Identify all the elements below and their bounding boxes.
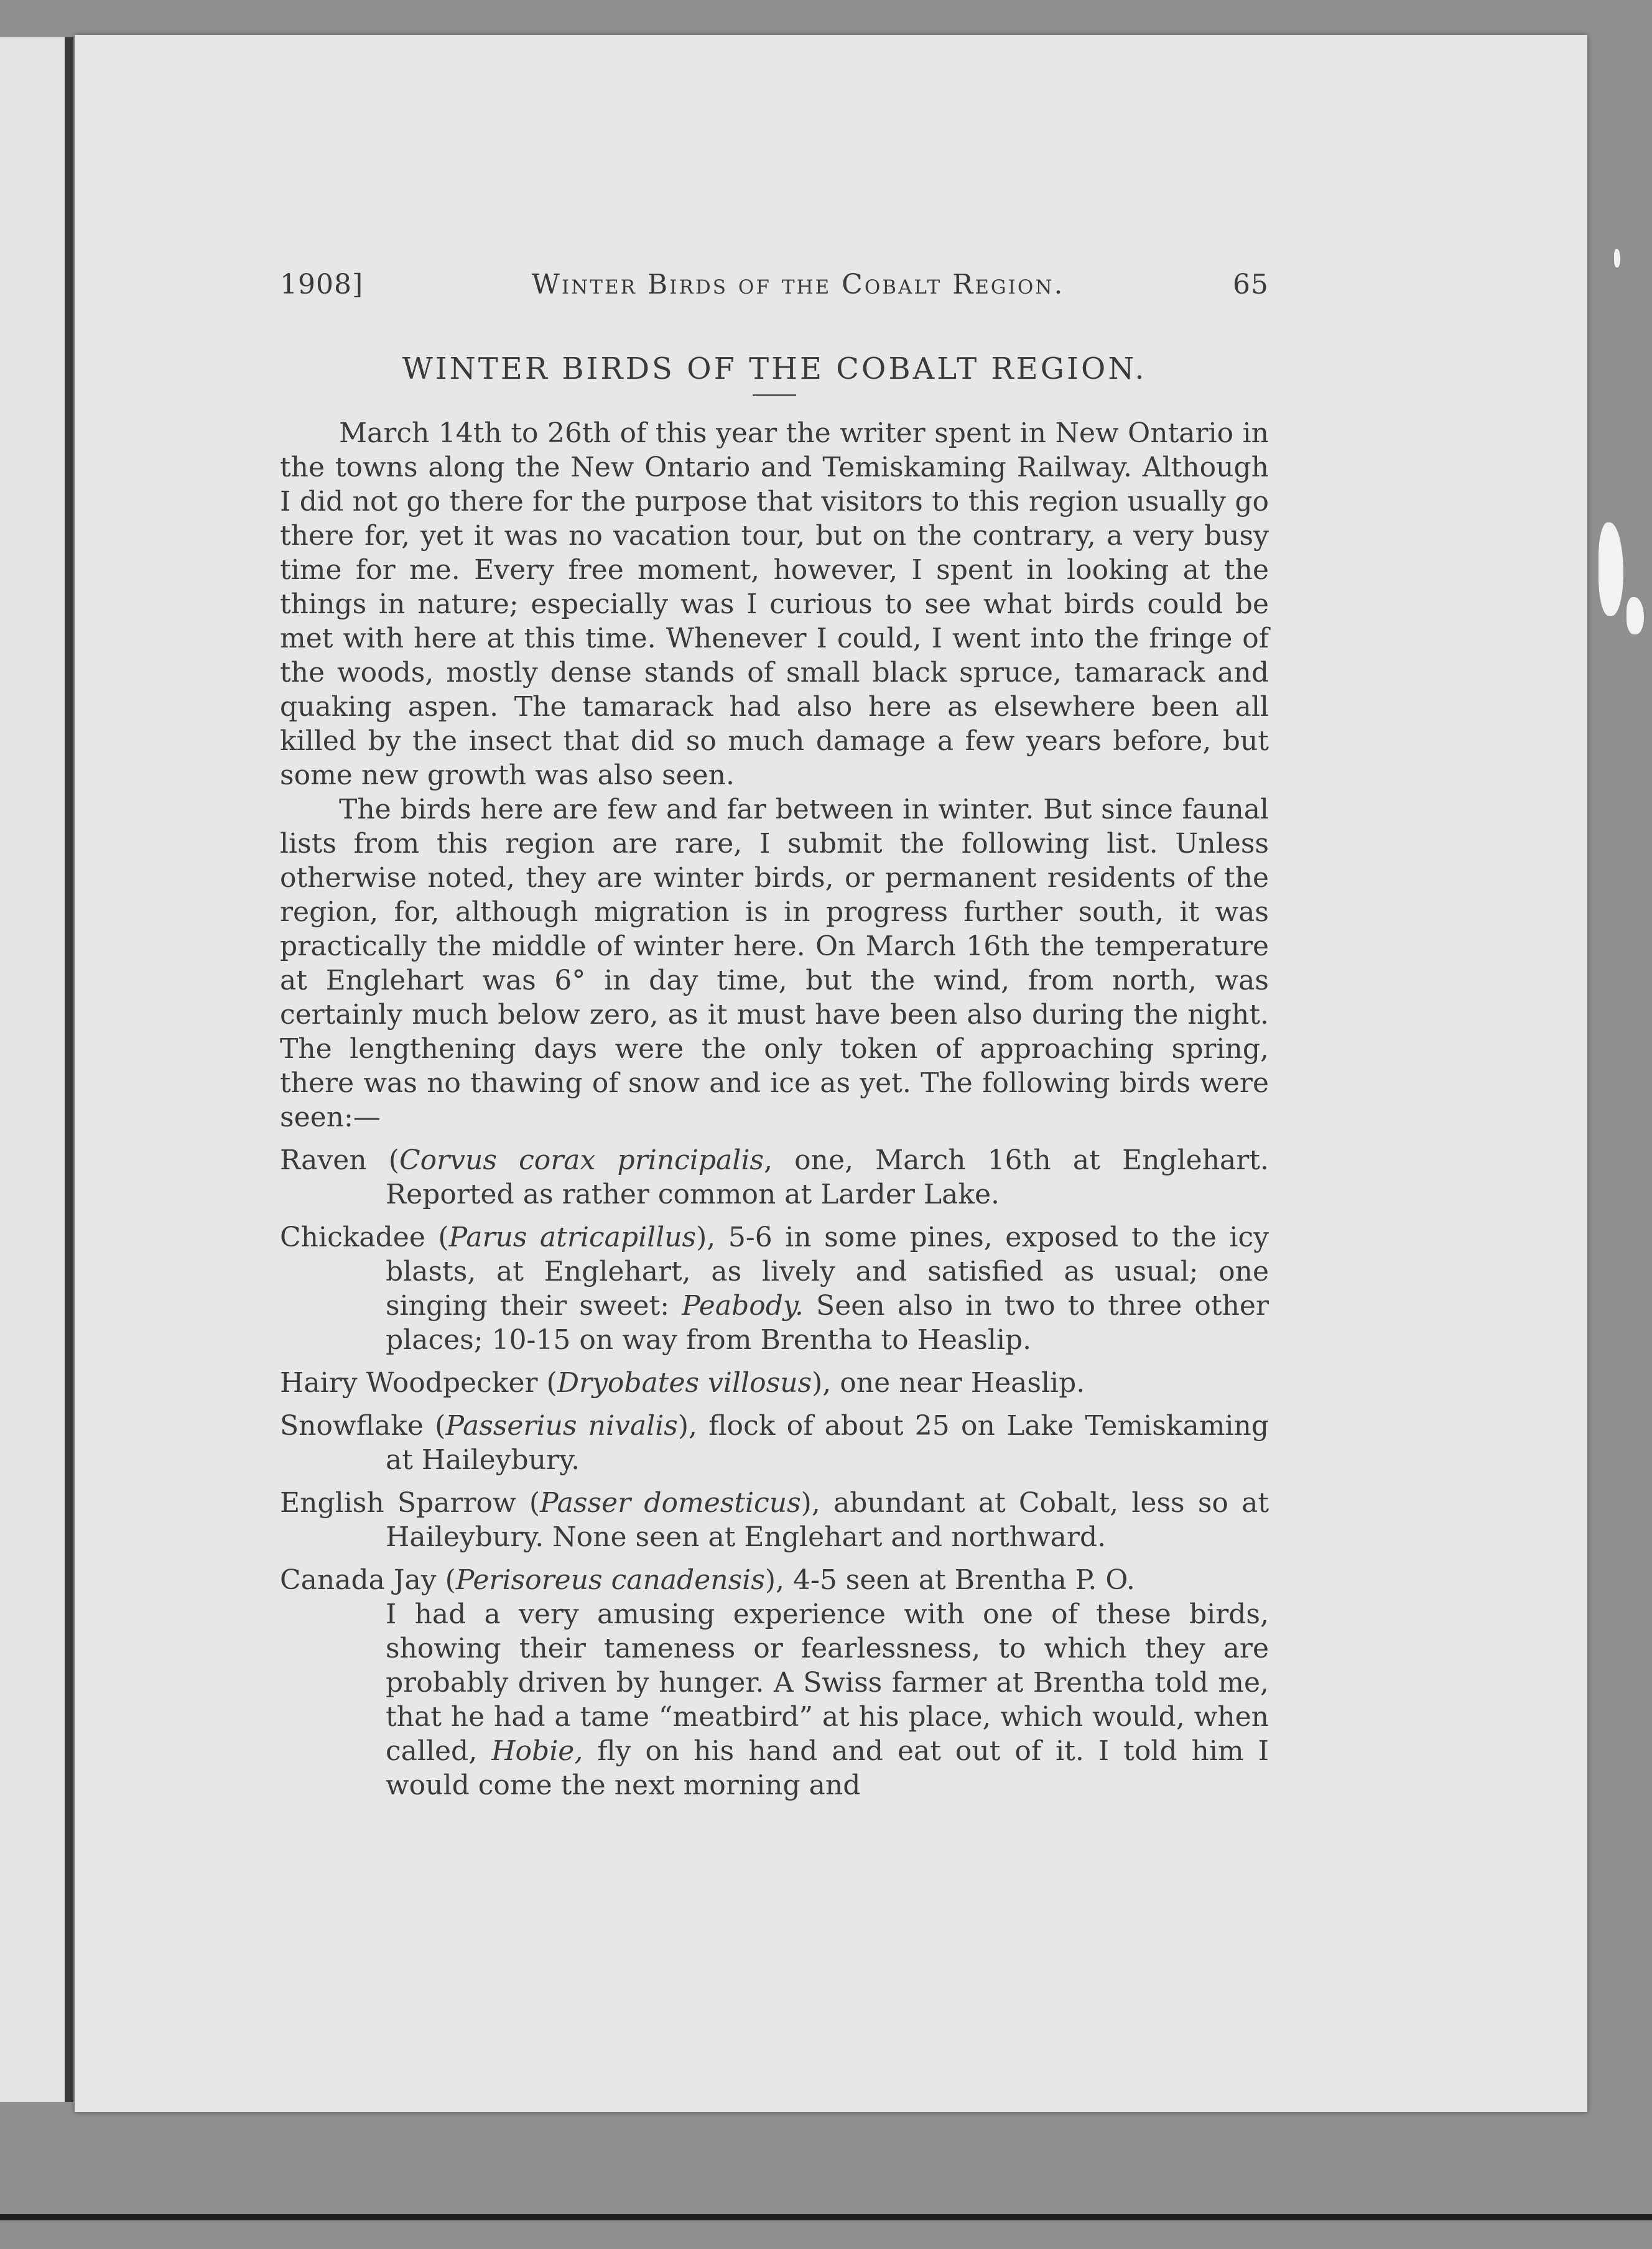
bird-common-name: English Sparrow: [280, 1487, 516, 1519]
running-header: [280, 267, 1269, 330]
header-running-title: Winter Birds of the Cobalt Region.: [531, 269, 1065, 300]
previous-page-edge: [0, 37, 73, 2102]
header-year: 1908]: [280, 269, 364, 300]
bird-entry-text: , one, March 16th at Englehart. Reported as rather common at Larder Lake.: [386, 1144, 1269, 1210]
paper-damage-spot: [1626, 597, 1644, 634]
bird-scientific-name: Passer domesticus: [540, 1487, 801, 1519]
anecdote-text: I had a very amusing experience with one of these birds, showing their tameness or fearlessness, to which they are probably driven by hunger. A Swiss farmer at Brentha told me, that he had a tame “meatbird” at his place, which would, when called,: [386, 1598, 1269, 1767]
bird-scientific-name: Parus atricapillus: [448, 1222, 697, 1253]
bird-entry-text: ), 4-5 seen at Brentha P. O.: [764, 1564, 1135, 1596]
bird-entry-snowflake: [280, 1409, 1269, 1477]
bird-common-name: Hairy Woodpecker: [280, 1367, 538, 1399]
page-gutter-shadow: [65, 37, 73, 2102]
bird-scientific-name: Dryobates villosus: [557, 1367, 812, 1399]
open-paren: (: [435, 1410, 446, 1442]
bird-song-text: Peabody.: [682, 1290, 804, 1322]
scan-bottom-border: [0, 2214, 1652, 2220]
bird-entry-text: ), one near Heaslip.: [812, 1367, 1085, 1399]
anecdote-text-continued: fly on his hand and eat out of it. I told him I would come the next morning and: [386, 1735, 1269, 1801]
bird-entry-raven: [280, 1143, 1269, 1212]
paper-damage-spot: [1599, 522, 1623, 616]
bird-entry-text: ), 5-6 in some pines, exposed to the icy blasts, at Englehart, as lively and satisfied as usual; one singing their sweet:: [386, 1222, 1269, 1322]
open-paren: (: [388, 1144, 399, 1176]
bird-entry-canada-jay: [280, 1563, 1269, 1597]
page-text: [280, 267, 1269, 1802]
bird-entry-text: ), flock of about 25 on Lake Temiskaming at Haileybury.: [386, 1410, 1269, 1476]
bird-entry-text-continued: Seen also in two to three other places; 10-15 on way from Brentha to Heaslip.: [386, 1290, 1269, 1356]
bird-common-name: Chickadee: [280, 1222, 425, 1253]
paper-damage-spot: [1614, 249, 1620, 267]
bird-scientific-name: Corvus corax principalis: [399, 1144, 764, 1176]
canada-jay-anecdote: [280, 1597, 1269, 1802]
bird-entry-text: ), abundant at Cobalt, less so at Haileybury. None seen at Englehart and northward.: [386, 1487, 1269, 1553]
paragraph-intro: March 14th to 26th of this year the writer spent in New Ontario in the towns along the New Ontario and Temiskaming Railway. Although I did not go there for the purpose that visitors to this region usually go there for, yet it was no vacation tour, but on the contrary, a very busy time for me. Every free moment, however, I spent in looking at the things in nature; especially was I curious to see what birds could be met with here at this time. Whenever I could, I went into the fringe of the woods, mostly dense stands of small black spruce, tamarack and quaking aspen. The tamarack had also here as elsewhere been all killed by the insect that did so much damage a few years before, but some new growth was also seen.: [280, 417, 1269, 791]
bird-entry-hairy-woodpecker: [280, 1366, 1269, 1400]
bird-entry-english-sparrow: [280, 1486, 1269, 1554]
bird-scientific-name: Perisoreus canadensis: [455, 1564, 765, 1596]
bird-entry-chickadee: [280, 1220, 1269, 1357]
anecdote-call-word: Hobie,: [491, 1735, 583, 1767]
open-paren: (: [529, 1487, 541, 1519]
bird-common-name: Canada Jay: [280, 1564, 437, 1596]
open-paren: (: [438, 1222, 449, 1253]
title-rule: [753, 394, 796, 396]
bird-common-name: Raven: [280, 1144, 367, 1176]
article-title: WINTER BIRDS OF THE COBALT REGION.: [402, 351, 1147, 386]
open-paren: (: [546, 1367, 557, 1399]
open-paren: (: [445, 1564, 456, 1596]
paragraph-list-intro: The birds here are few and far between in winter. But since faunal lists from this region are rare, I submit the following list. Unless otherwise noted, they are winter birds, or permanent residents of the region, for, although migration is in progress further south, it was practically the middle of winter here. On March 16th the temperature at Englehart was 6° in day time, but the wind, from north, was certainly much below zero, as it must have been also during the night. The lengthening days were the only token of approaching spring, there was no thawing of snow and ice as yet. The following birds were seen:—: [280, 794, 1269, 1133]
bird-scientific-name: Passerius nivalis: [445, 1410, 678, 1442]
bird-common-name: Snowflake: [280, 1410, 424, 1442]
header-page-number: 65: [1232, 269, 1269, 300]
